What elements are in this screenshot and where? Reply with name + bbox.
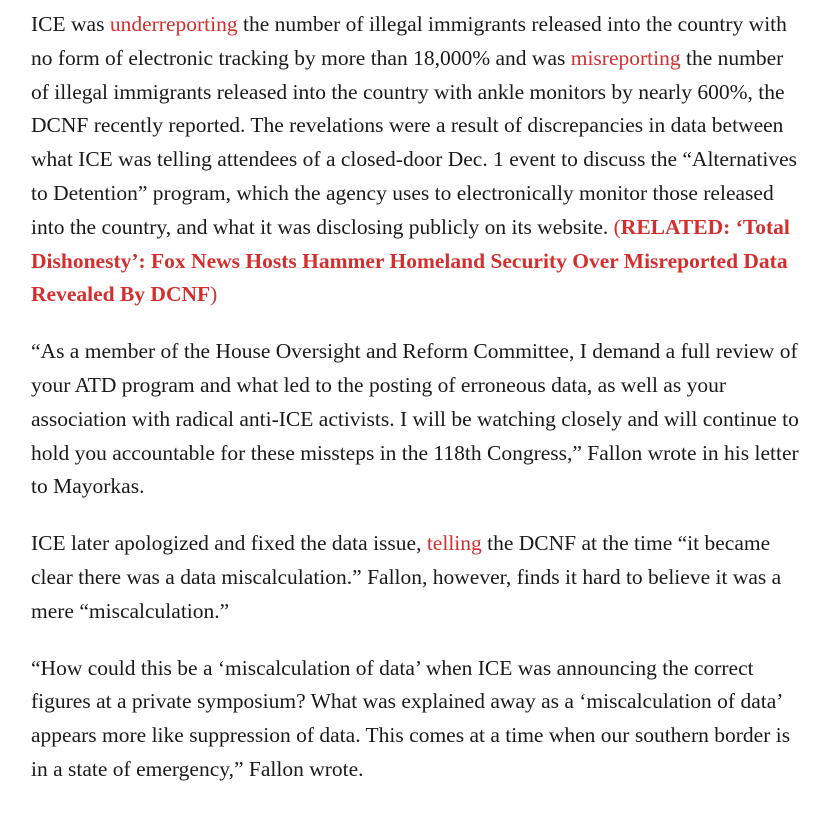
misreporting-link[interactable]: misreporting bbox=[570, 45, 681, 70]
paragraph-1 bbox=[31, 8, 801, 312]
p3-text-2: the DCNF at the time “it became clear there was a data miscalculation.” Fallon, however, finds it hard to believe it was a mere “miscalculation.” bbox=[31, 531, 782, 623]
telling-link[interactable]: telling bbox=[426, 531, 482, 556]
paragraph-4: “How could this be a ‘miscalculation of data’ when ICE was announcing the correct figures at a private symposium? What was explained away as a ‘miscalculation of data’ appears more like suppression of data. This comes at a time when our southern border is in a state of emergency,” Fallon wrote. bbox=[31, 655, 791, 781]
related-article-link[interactable]: RELATED: ‘Total Dishonesty’: Fox News Hosts Hammer Homeland Security Over Misreported Data Revealed By DCNF bbox=[31, 214, 790, 307]
p1-text-3: the number of illegal immigrants released into the country with ankle monitors by nearly 600%, the DCNF recently reported. The revelations were a result of discrepancies in data between what ICE was telling attendees of a closed-door Dec. 1 event to discuss the “Alternatives to Detention” program, which the agency uses to electronically monitor those released into the country, and what it was disclosing publicly on its website. bbox=[31, 45, 798, 239]
p3-text-1: ICE later apologized and fixed the data issue, bbox=[31, 531, 427, 556]
p1-text-1: ICE was bbox=[31, 12, 110, 36]
related-open-paren: ( bbox=[613, 214, 621, 239]
paragraph-3 bbox=[31, 527, 801, 628]
article-body bbox=[31, 8, 801, 810]
p1-text-2: the number of illegal immigrants released into the country with no form of electronic tracking by more than 18,000% and was bbox=[31, 12, 787, 70]
related-close-paren: ) bbox=[210, 282, 218, 307]
underreporting-link[interactable]: underreporting bbox=[109, 12, 238, 36]
paragraph-2: “As a member of the House Oversight and Reform Committee, I demand a full review of your ATD program and what led to the posting of erroneous data, as well as your association with radical anti-ICE activists. I will be watching closely and will continue to hold you accountable for these missteps in the 118th Congress,” Fallon wrote in his letter to Mayorkas. bbox=[31, 339, 799, 499]
